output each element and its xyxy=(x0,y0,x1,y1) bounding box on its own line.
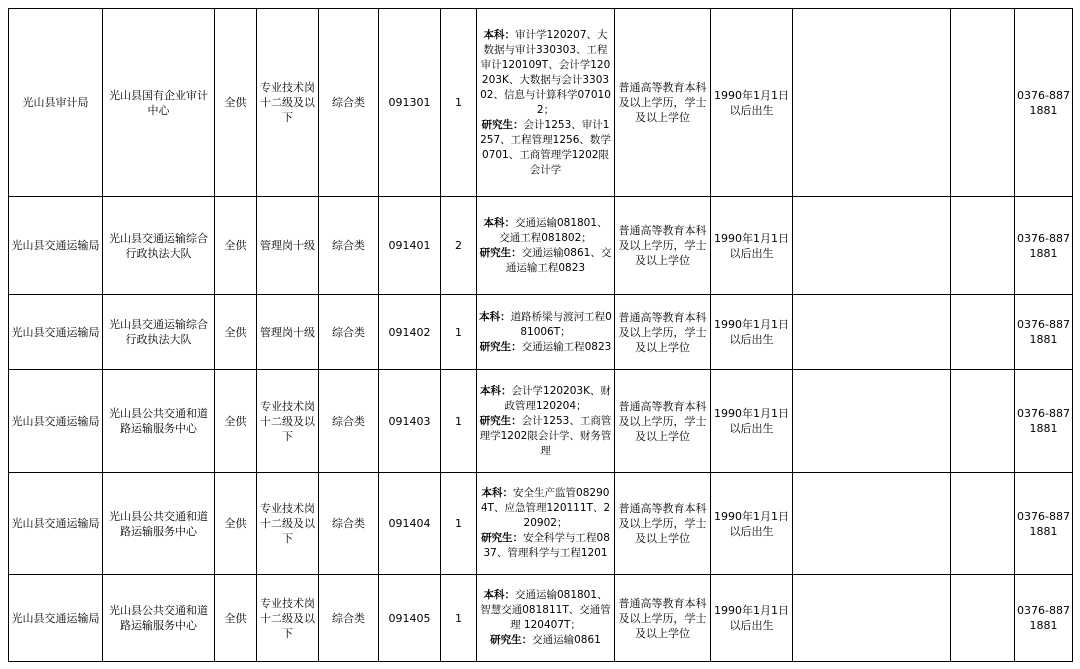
category-cell: 综合类 xyxy=(319,575,379,662)
count-cell: 1 xyxy=(441,9,477,197)
table-row xyxy=(9,295,1073,370)
undergrad-majors: 交通运输081801、交通工程081802； xyxy=(499,216,608,244)
postgrad-label: 研究生： xyxy=(479,246,522,259)
other-cell xyxy=(951,9,1015,197)
code-cell: 091405 xyxy=(379,575,441,662)
undergrad-label: 本科： xyxy=(483,216,515,229)
post-cell: 专业技术岗十二级及以下 xyxy=(257,9,319,197)
org-cell: 光山县交通运输综合行政执法大队 xyxy=(103,295,215,370)
category-cell: 综合类 xyxy=(319,9,379,197)
age-cell: 1990年1月1日以后出生 xyxy=(711,473,793,575)
post-cell: 管理岗十级 xyxy=(257,197,319,295)
code-cell: 091402 xyxy=(379,295,441,370)
age-cell: 1990年1月1日以后出生 xyxy=(711,575,793,662)
post-cell: 专业技术岗十二级及以下 xyxy=(257,473,319,575)
unit-cell: 光山县交通运输局 xyxy=(9,197,103,295)
undergrad-majors: 道路桥梁与渡河工程081006T； xyxy=(510,310,612,338)
post-cell: 专业技术岗十二级及以下 xyxy=(257,370,319,473)
undergrad-majors: 安全生产监管082904T、应急管理120111T、220902； xyxy=(480,487,611,529)
unit-cell: 光山县交通运输局 xyxy=(9,295,103,370)
age-cell: 1990年1月1日以后出生 xyxy=(711,197,793,295)
funding-cell: 全供 xyxy=(215,575,257,662)
postgrad-majors: 会计1253、审计1257、工程管理1256、数学0701、工商管理学1202限会计学 xyxy=(480,118,611,176)
education-cell: 普通高等教育本科及以上学历，学士及以上学位 xyxy=(615,370,711,473)
unit-cell: 光山县审计局 xyxy=(9,9,103,197)
undergrad-majors: 审计学120207、大数据与审计330303、工程审计120109T、会计学120203K、大数据与会计330302、信息与计算科学070102； xyxy=(480,28,611,116)
count-cell: 2 xyxy=(441,197,477,295)
major-cell xyxy=(477,575,615,662)
postgrad-majors: 交通运输工程0823 xyxy=(521,340,612,353)
table-row xyxy=(9,370,1073,473)
undergrad-majors: 会计学120203K、财政管理120204； xyxy=(504,384,611,412)
unit-cell: 光山县交通运输局 xyxy=(9,575,103,662)
undergrad-label: 本科： xyxy=(481,487,514,499)
count-cell: 1 xyxy=(441,295,477,370)
category-cell: 综合类 xyxy=(319,473,379,575)
postgrad-label: 研究生： xyxy=(481,532,524,544)
age-cell: 1990年1月1日以后出生 xyxy=(711,295,793,370)
org-cell: 光山县公共交通和道路运输服务中心 xyxy=(103,370,215,473)
table-row xyxy=(9,9,1073,197)
other-cell xyxy=(951,197,1015,295)
unit-cell: 光山县交通运输局 xyxy=(9,370,103,473)
major-cell xyxy=(477,295,615,370)
org-cell: 光山县公共交通和道路运输服务中心 xyxy=(103,473,215,575)
phone-cell: 0376-8871881 xyxy=(1015,473,1073,575)
funding-cell: 全供 xyxy=(215,197,257,295)
category-cell: 综合类 xyxy=(319,370,379,473)
education-cell: 普通高等教育本科及以上学历，学士及以上学位 xyxy=(615,473,711,575)
undergrad-label: 本科： xyxy=(479,310,511,323)
postgrad-label: 研究生： xyxy=(481,118,524,131)
table-row xyxy=(9,575,1073,662)
age-cell: 1990年1月1日以后出生 xyxy=(711,9,793,197)
other-cell xyxy=(793,9,951,197)
postgrad-label: 研究生： xyxy=(490,634,533,646)
major-cell xyxy=(477,473,615,575)
post-cell: 专业技术岗十二级及以下 xyxy=(257,575,319,662)
funding-cell: 全供 xyxy=(215,370,257,473)
other-cell xyxy=(951,370,1015,473)
table-row xyxy=(9,197,1073,295)
undergrad-label: 本科： xyxy=(483,28,515,41)
org-cell: 光山县公共交通和道路运输服务中心 xyxy=(103,575,215,662)
code-cell: 091404 xyxy=(379,473,441,575)
org-cell: 光山县国有企业审计中心 xyxy=(103,9,215,197)
phone-cell: 0376-8871881 xyxy=(1015,370,1073,473)
other-cell xyxy=(793,295,951,370)
postgrad-majors: 交通运输0861、交通运输工程0823 xyxy=(505,246,612,274)
code-cell: 091401 xyxy=(379,197,441,295)
major-cell xyxy=(477,9,615,197)
age-cell: 1990年1月1日以后出生 xyxy=(711,370,793,473)
postgrad-majors: 安全科学与工程0837、管理科学与工程1201 xyxy=(483,532,610,559)
category-cell: 综合类 xyxy=(319,295,379,370)
count-cell: 1 xyxy=(441,473,477,575)
phone-cell: 0376-8871881 xyxy=(1015,295,1073,370)
other-cell xyxy=(951,295,1015,370)
category-cell: 综合类 xyxy=(319,197,379,295)
code-cell: 091301 xyxy=(379,9,441,197)
phone-cell: 0376-8871881 xyxy=(1015,197,1073,295)
education-cell: 普通高等教育本科及以上学历，学士及以上学位 xyxy=(615,575,711,662)
undergrad-majors: 交通运输081801、智慧交通081811T、交通管理 120407T； xyxy=(480,589,611,631)
table-row xyxy=(9,473,1073,575)
funding-cell: 全供 xyxy=(215,473,257,575)
other-cell xyxy=(793,197,951,295)
postgrad-majors: 交通运输0861 xyxy=(532,634,601,646)
org-cell: 光山县交通运输综合行政执法大队 xyxy=(103,197,215,295)
undergrad-label: 本科： xyxy=(483,589,515,601)
funding-cell: 全供 xyxy=(215,295,257,370)
postgrad-majors: 会计1253、工商管理学1202限会计学、财务管理 xyxy=(479,414,612,457)
phone-cell: 0376-8871881 xyxy=(1015,575,1073,662)
count-cell: 1 xyxy=(441,370,477,473)
other-cell xyxy=(793,575,951,662)
postgrad-label: 研究生： xyxy=(479,340,522,353)
postgrad-label: 研究生： xyxy=(479,414,522,427)
education-cell: 普通高等教育本科及以上学历，学士及以上学位 xyxy=(615,9,711,197)
code-cell: 091403 xyxy=(379,370,441,473)
other-cell xyxy=(793,370,951,473)
funding-cell: 全供 xyxy=(215,9,257,197)
post-cell: 管理岗十级 xyxy=(257,295,319,370)
undergrad-label: 本科： xyxy=(480,384,512,397)
phone-cell: 0376-8871881 xyxy=(1015,9,1073,197)
other-cell xyxy=(951,473,1015,575)
other-cell xyxy=(793,473,951,575)
recruitment-table xyxy=(8,8,1073,662)
major-cell xyxy=(477,370,615,473)
unit-cell: 光山县交通运输局 xyxy=(9,473,103,575)
other-cell xyxy=(951,575,1015,662)
education-cell: 普通高等教育本科及以上学历，学士及以上学位 xyxy=(615,197,711,295)
education-cell: 普通高等教育本科及以上学历，学士及以上学位 xyxy=(615,295,711,370)
major-cell xyxy=(477,197,615,295)
count-cell: 1 xyxy=(441,575,477,662)
